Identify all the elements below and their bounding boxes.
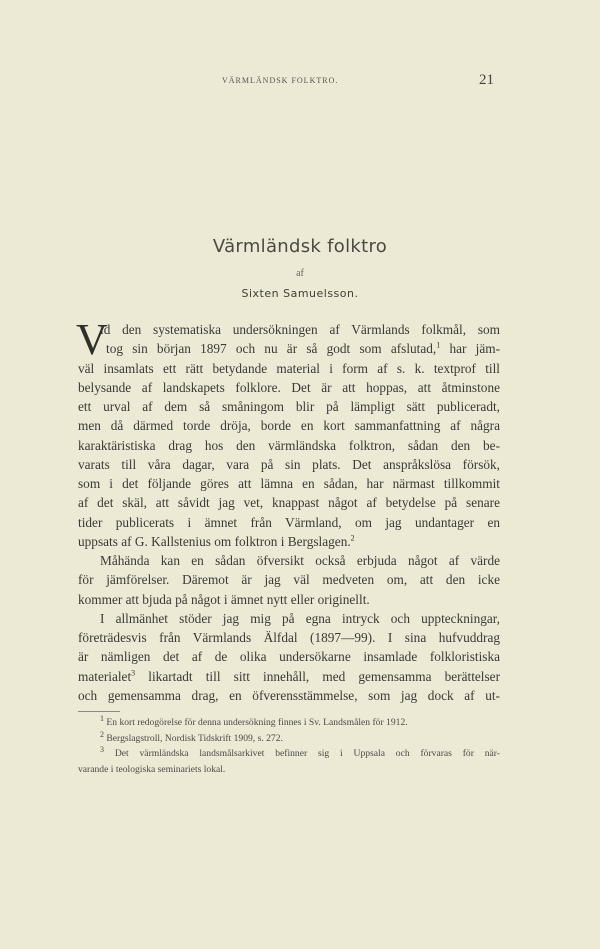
footnote: $^3$ Det värmländska landsmålsarkivet befinner sig i Uppsala och förvaras för när- — [100, 744, 500, 759]
text-line: I allmänhet stöder jag mig på egna intryck och uppteckningar, — [100, 610, 500, 626]
footnote-ref: 1 — [436, 340, 441, 350]
text-line: företrädesvis från Värmlands Älfdal (1897—99). I sina hufvuddrag — [78, 630, 500, 645]
author-name: Sixten Samuelsson. — [241, 287, 359, 300]
text-line: af det skäl, att såvidt jag vet, knappast något af betydelse på senare — [78, 495, 500, 511]
text-line: karaktäristiska drag hos den värmländska folktron, sådan den be- — [78, 437, 500, 453]
text-line: varats till våra dagar, vara på sin plats. Det anspråkslösa försök, — [78, 456, 500, 472]
text-line: och gemensamma drag, en öfverensstämmelse, som jag dock af ut- — [78, 687, 500, 703]
footnote: $^1$ En kort redogörelse för denna undersökning finnes i Sv. Landsmålen för 1912. — [100, 713, 408, 728]
text-line: tog sin början 1897 och nu är så godt som afslutad,$^1$ har jäm- — [106, 340, 501, 357]
text-line: är nämligen det af de olika undersökarne insamlade folkloristiska — [78, 649, 500, 665]
drop-cap: V — [76, 315, 108, 364]
text-line: för jämförelser. Däremot är jag väl medveten om, att den icke — [78, 572, 500, 588]
footnote: $^2$ Bergslagstroll, Nordisk Tidskrift 1909, s. 272. — [100, 729, 283, 744]
text-line: kommer att bjuda på något i ämnet nytt eller originellt. — [78, 591, 370, 607]
text-line: men då därmed torde dröja, borde en kort sammanfattning af några — [78, 418, 500, 434]
text-line: uppsats af G. Kallstenius om folktron i Bergslagen.$^2$ — [78, 533, 355, 549]
text-line: Måhända kan en sådan öfversikt också erbjuda något af värde — [100, 553, 500, 568]
footnote-ref: 3 — [131, 668, 136, 678]
article-title: Värmländsk folktro — [212, 236, 388, 257]
footnote-divider — [78, 711, 120, 712]
byline-af: af — [296, 268, 304, 279]
footnote-ref: 2 — [350, 533, 355, 543]
footnotes — [78, 715, 500, 777]
text-line: som i det följande göres att lämna en sådan, har närmast tillkommit — [78, 476, 500, 491]
footnote-continuation: varande i teologiska seminariets lokal. — [78, 763, 226, 775]
text-line: tider publicerats i ämnet från Värmland, om jag undantager en — [78, 514, 500, 530]
text-line: ett urval af dem så småningom blir på lämpligt sätt publiceradt, — [78, 399, 500, 414]
text-line: materialet$^3$ likartadt till sitt innehåll, med gemensamma berättelser — [78, 668, 500, 684]
page-number: 21 — [479, 72, 494, 88]
body-text — [76, 315, 501, 705]
running-header: VÄRMLÄNDSK FOLKTRO. — [222, 76, 339, 85]
text-line: väl insamlats ett rätt betydande material i form af s. k. textprof till — [78, 360, 500, 376]
text-line: id den systematiska undersökningen af Värmlands folkmål, som — [100, 322, 500, 337]
text-line: belysande af landskapets folklore. Det är att hoppas, att åtminstone — [78, 379, 500, 395]
